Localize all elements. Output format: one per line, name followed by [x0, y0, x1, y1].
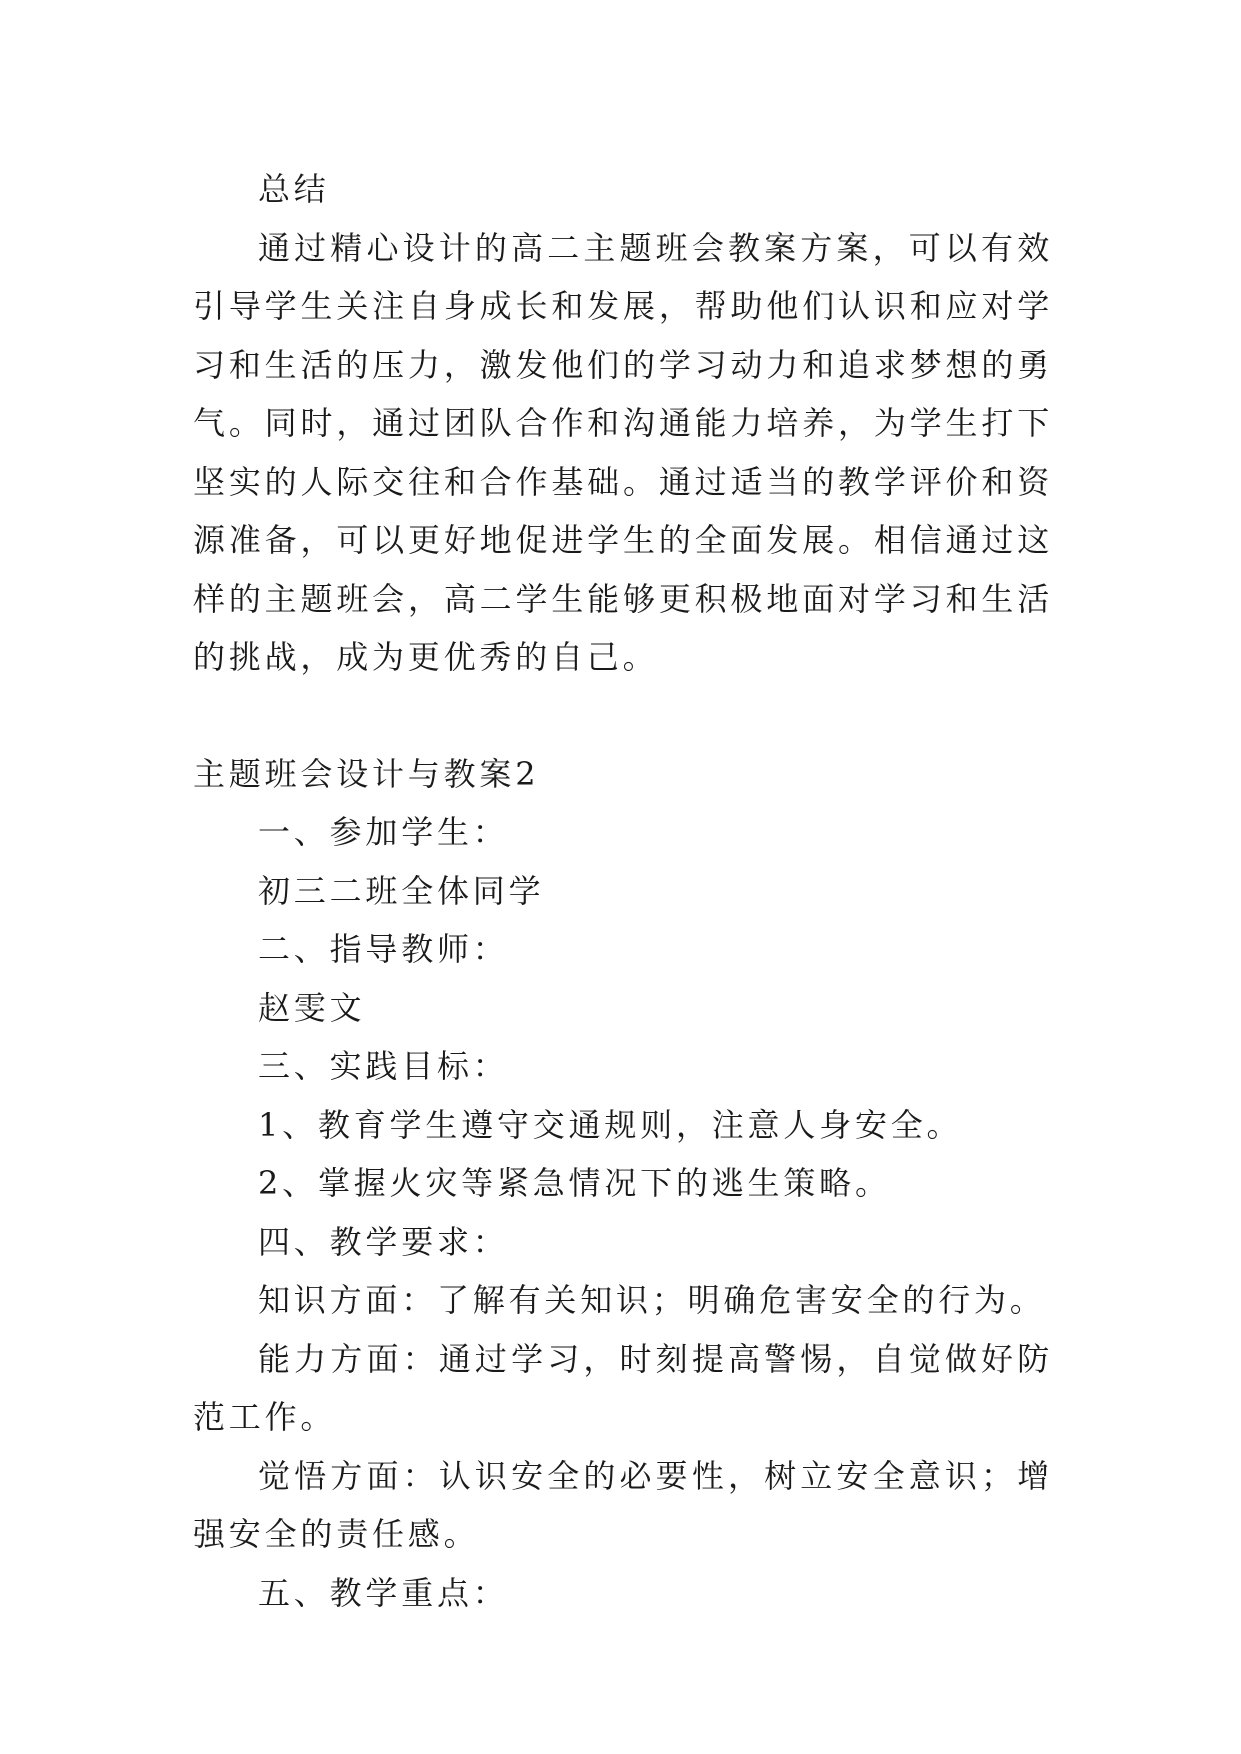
instructor-name: 赵雯文	[258, 988, 366, 1027]
summary-heading: 总结	[258, 170, 330, 208]
document-body	[193, 160, 1053, 1622]
requirement-ability: 能力方面：通过学习，时刻提高警惕，自觉做好防范工作。	[193, 1339, 1053, 1436]
heading-participants: 一、参加学生：	[258, 813, 509, 851]
section-title: 主题班会设计与教案2	[193, 754, 540, 793]
participants-text: 初三二班全体同学	[258, 871, 545, 910]
heading-key-points: 五、教学重点：	[258, 1573, 509, 1612]
summary-paragraph: 通过精心设计的高二主题班会教案方案，可以有效引导学生关注自身成长和发展，帮助他们认识和应对学习和生活的压力，激发他们的学习动力和追求梦想的勇气。同时，通过团队合作和沟通能力培养，为学生打下坚实的人际交往和合作基础。通过适当的教学评价和资源准备，可以更好地促进学生的全面发展。相信通过这样的主题班会，高二学生能够更积极地面对学习和生活的挑战，成为更优秀的自己。	[193, 228, 1053, 676]
requirement-knowledge: 知识方面：了解有关知识；明确危害安全的行为。	[258, 1281, 1046, 1319]
goal-item: 2、掌握火灾等紧急情况下的逃生策略。	[258, 1164, 891, 1202]
requirement-awareness: 觉悟方面：认识安全的必要性，树立安全意识；增强安全的责任感。	[193, 1456, 1053, 1553]
heading-instructor: 二、指导教师：	[258, 930, 509, 968]
goal-item: 1、教育学生遵守交通规则，注意人身安全。	[258, 1105, 963, 1144]
section-spacer	[193, 687, 1053, 745]
heading-goals: 三、实践目标：	[258, 1047, 509, 1085]
heading-requirements: 四、教学要求：	[258, 1222, 509, 1261]
